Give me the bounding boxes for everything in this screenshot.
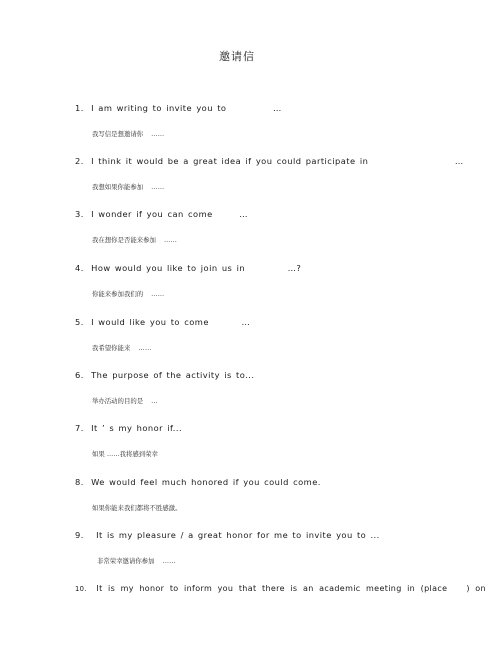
english-sentence (75, 209, 248, 219)
translation-text: 举办活动的目的是 (92, 397, 144, 405)
item-number: 1. (75, 103, 84, 113)
translation-text: 我想如果你能参加 (92, 183, 144, 191)
chinese-translation (92, 129, 164, 138)
ellipsis: …… (151, 183, 165, 191)
chinese-translation (92, 182, 164, 191)
item-number: 8. (75, 477, 84, 487)
sentence-text: I think it would be a great idea if you could participate in (91, 156, 369, 166)
item-number: 2. (75, 156, 84, 166)
ellipsis: …… (162, 557, 176, 565)
chinese-translation (92, 449, 158, 458)
translation-text: 我在想你是否能来参加 (92, 236, 156, 244)
chinese-translation (97, 556, 176, 565)
english-sentence (75, 103, 282, 113)
item-number: 4. (75, 263, 84, 273)
sentence-text: I am writing to invite you to (91, 103, 227, 113)
sentence-text: I would like you to come (91, 317, 209, 327)
english-sentence (75, 530, 380, 540)
ellipsis: …? (287, 263, 302, 273)
chinese-translation (92, 289, 164, 298)
trailing-text: ) on (466, 584, 486, 593)
english-sentence (75, 263, 301, 273)
sentence-text: I wonder if you can come (91, 209, 213, 219)
chinese-translation (92, 503, 181, 512)
translation-text: 你能来参加我们的 (92, 290, 144, 298)
page-title: 邀请信 (219, 50, 255, 63)
item-number: 5. (75, 317, 84, 327)
sentence-text: It is my pleasure / a great honor for me to invite you to ... (96, 530, 380, 540)
english-sentence (75, 370, 254, 380)
english-sentence (75, 317, 250, 327)
translation-text: 非常荣幸邀请你参加 (97, 557, 155, 565)
ellipsis: … (241, 317, 251, 327)
item-number: 3. (75, 209, 84, 219)
ellipsis: … (273, 103, 282, 113)
english-sentence (75, 423, 182, 433)
english-sentence (75, 477, 321, 487)
ellipsis: … (454, 156, 464, 166)
english-sentence (75, 156, 464, 166)
item-number: 7. (75, 423, 84, 433)
ellipsis: …… (163, 236, 178, 244)
item-number: 6. (75, 370, 84, 380)
translation-text: 我希望你能来 (92, 344, 131, 352)
sentence-text: It ’ s my honor if... (91, 423, 183, 433)
item-number: 10. (75, 585, 87, 593)
sentence-text: We would feel much honored if you could come. (91, 477, 321, 487)
sentence-text: How would you like to join us in (91, 263, 246, 273)
ellipsis: …… (138, 344, 152, 352)
translation-text: 如果 ……我将感到荣幸 (92, 450, 158, 458)
translation-text: 如果你能来我们都将不胜感激。 (92, 504, 182, 512)
chinese-translation (92, 396, 158, 405)
ellipsis: … (239, 209, 249, 219)
translation-text: 我写信是想邀请你 (92, 130, 144, 138)
sentence-text: It is my honor to inform you that there is an academic meeting in (place (96, 584, 448, 593)
chinese-translation (92, 235, 177, 244)
chinese-translation (92, 343, 152, 352)
english-sentence (75, 584, 486, 593)
ellipsis: … (151, 397, 158, 405)
ellipsis: …… (151, 130, 165, 138)
sentence-text: The purpose of the activity is to... (91, 370, 255, 380)
ellipsis: …… (151, 290, 165, 298)
item-number: 9. (75, 530, 84, 540)
